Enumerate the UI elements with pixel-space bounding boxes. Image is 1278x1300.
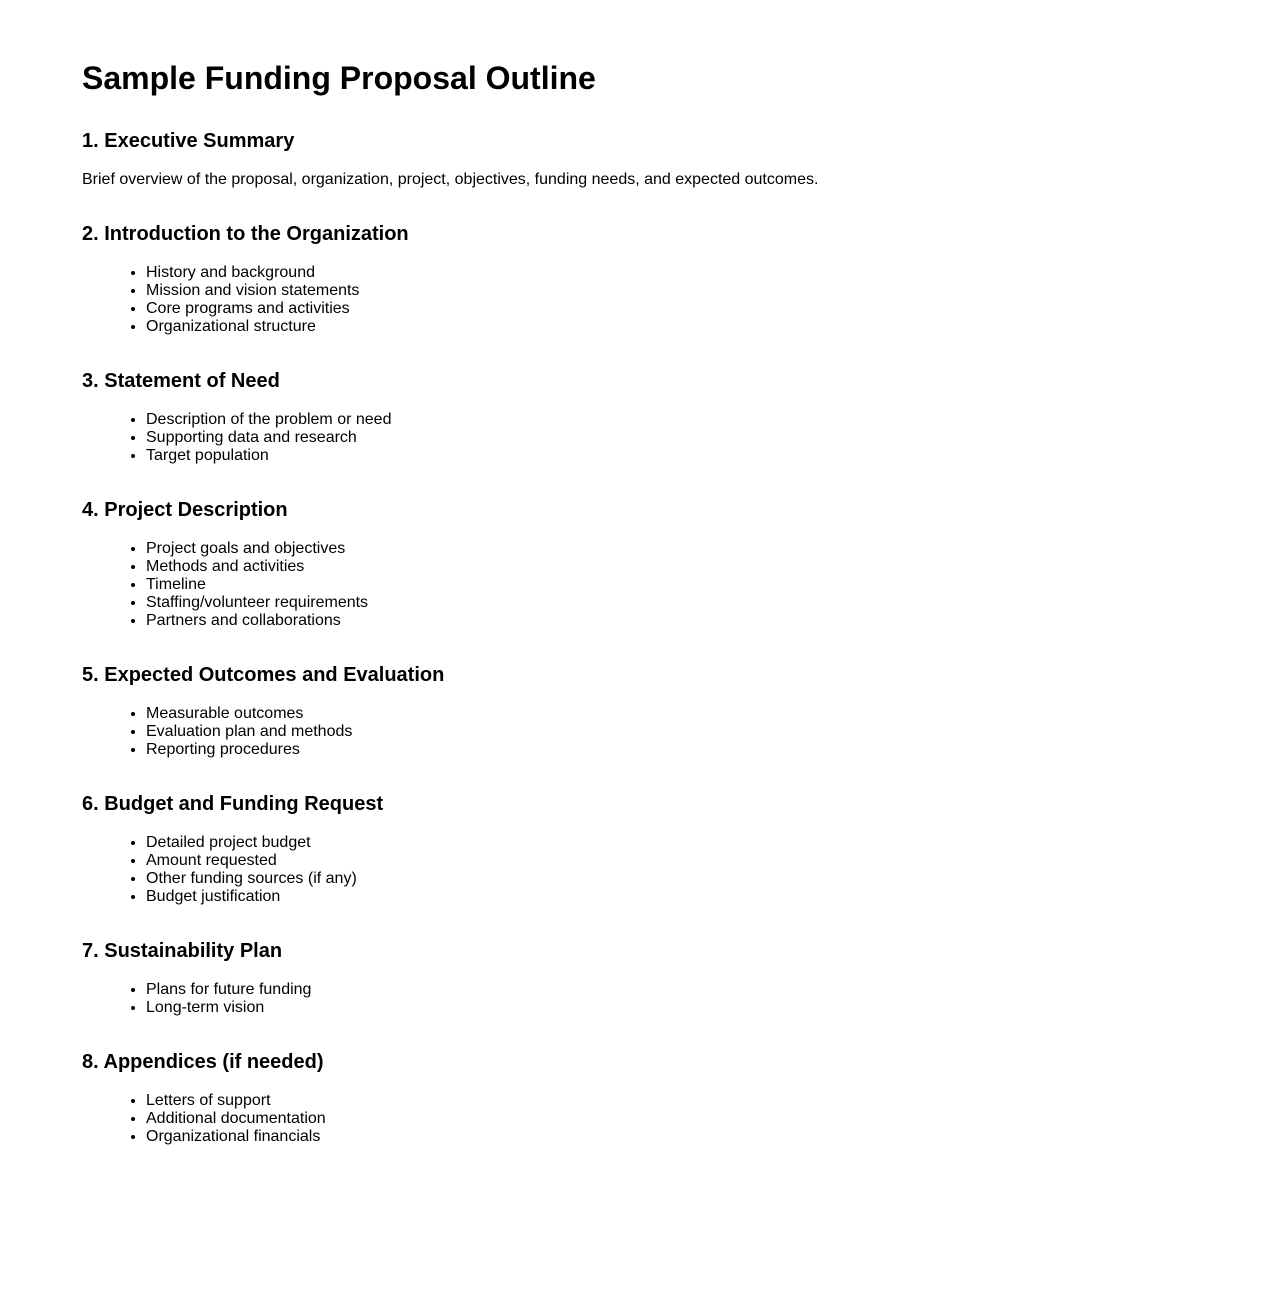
list-item: • Supporting data and research [146, 429, 1278, 447]
section-heading: 8. Appendices (if needed) [82, 1051, 324, 1073]
section-2 [82, 223, 1278, 336]
section-heading: 7. Sustainability Plan [82, 940, 283, 962]
list-item: • Organizational structure [146, 318, 1278, 336]
bullet-list [82, 705, 1278, 759]
list-item: • Project goals and objectives [146, 540, 1278, 558]
section-heading: 4. Project Description [82, 499, 288, 521]
bullet-list [82, 540, 1278, 630]
list-item: • Reporting procedures [146, 741, 1278, 759]
bullet-list [82, 981, 1278, 1017]
bullet-list [82, 411, 1278, 465]
bullet-list [82, 1092, 1278, 1146]
page-title: Sample Funding Proposal Outline [82, 60, 596, 96]
list-item: • Budget justification [146, 888, 1278, 906]
section-heading: 1. Executive Summary [82, 130, 295, 152]
list-item: • Core programs and activities [146, 300, 1278, 318]
section-6 [82, 793, 1278, 906]
section-text: Brief overview of the proposal, organization, project, objectives, funding needs, and expected outcomes. [82, 171, 819, 188]
section-3 [82, 370, 1278, 465]
list-item: • Additional documentation [146, 1110, 1278, 1128]
section-5 [82, 664, 1278, 759]
list-item: • Partners and collaborations [146, 612, 1278, 630]
list-item: • Organizational financials [146, 1128, 1278, 1146]
section-heading: 6. Budget and Funding Request [82, 793, 384, 815]
list-item: • Measurable outcomes [146, 705, 1278, 723]
list-item: • Detailed project budget [146, 834, 1278, 852]
section-heading: 2. Introduction to the Organization [82, 223, 409, 245]
list-item: • Staffing/volunteer requirements [146, 594, 1278, 612]
list-item: • Long-term vision [146, 999, 1278, 1017]
section-8 [82, 1051, 1278, 1146]
list-item: • Amount requested [146, 852, 1278, 870]
list-item: • Evaluation plan and methods [146, 723, 1278, 741]
sections [82, 130, 1278, 1146]
bullet-list [82, 834, 1278, 906]
list-item: • History and background [146, 264, 1278, 282]
list-item: • Plans for future funding [146, 981, 1278, 999]
list-item: • Other funding sources (if any) [146, 870, 1278, 888]
list-item: • Letters of support [146, 1092, 1278, 1110]
section-heading: 5. Expected Outcomes and Evaluation [82, 664, 445, 686]
section-4 [82, 499, 1278, 630]
bullet-list [82, 264, 1278, 336]
list-item: • Timeline [146, 576, 1278, 594]
section-1 [82, 130, 1278, 189]
list-item: • Methods and activities [146, 558, 1278, 576]
section-heading: 3. Statement of Need [82, 370, 280, 392]
list-item: • Mission and vision statements [146, 282, 1278, 300]
list-item: • Description of the problem or need [146, 411, 1278, 429]
section-7 [82, 940, 1278, 1017]
list-item: • Target population [146, 447, 1278, 465]
